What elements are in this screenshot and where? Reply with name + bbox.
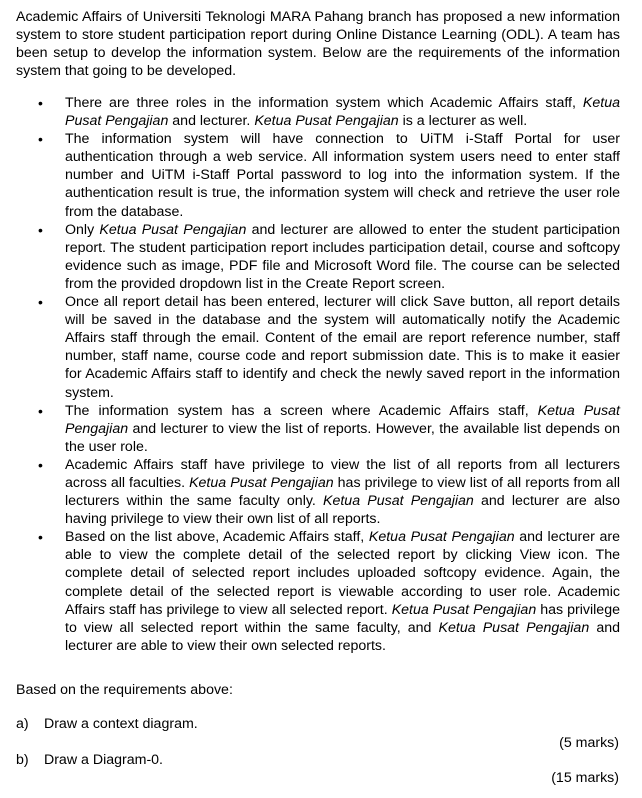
bullet-icon: • xyxy=(38,402,43,419)
requirement-item-6 xyxy=(0,456,620,528)
question-label: b) xyxy=(16,752,29,768)
bullet-icon: • xyxy=(38,529,43,546)
question-text: Draw a Diagram-0. xyxy=(43,752,164,768)
bullet-icon: • xyxy=(38,131,43,148)
question-label: a) xyxy=(16,716,29,732)
requirement-text: has privilege to view list of all reports from all lecturers within the same faculty only. xyxy=(65,474,620,510)
requirement-item-1 xyxy=(0,94,620,130)
requirement-item-7 xyxy=(0,528,620,655)
requirement-text: There are three roles in the information system which Academic Affairs staff, xyxy=(65,95,583,111)
role-term: Ketua Pusat Pengajian xyxy=(323,493,474,510)
role-term: Ketua Pusat Pengajian xyxy=(391,601,537,618)
role-term: Ketua Pusat Pengajian xyxy=(65,95,620,130)
role-term: Ketua Pusat Pengajian xyxy=(65,402,620,437)
requirement-item-4 xyxy=(0,293,620,402)
closing-line: Based on the requirements above: xyxy=(16,682,233,698)
requirement-text: is a lecturer as well. xyxy=(398,113,528,130)
bullet-icon: • xyxy=(38,95,43,111)
role-term: Ketua Pusat Pengajian xyxy=(254,113,399,130)
requirement-item-5 xyxy=(0,402,620,456)
marks-a: (5 marks) xyxy=(559,735,619,751)
question-text: Draw a context diagram. xyxy=(43,716,198,732)
requirement-text: Based on the list above, Academic Affairs staff, xyxy=(65,529,369,546)
bullet-icon: • xyxy=(38,221,43,238)
bullet-icon: • xyxy=(38,456,43,473)
requirement-text: and lecturer are able to view their own selected reports. xyxy=(65,619,620,654)
requirement-text: has privilege to view all selected report within the same faculty, and xyxy=(65,601,620,636)
requirement-text: The information system has a screen where Academic Affairs staff, xyxy=(65,402,538,419)
role-term: Ketua Pusat Pengajian xyxy=(99,221,247,238)
requirement-text: Academic Affairs staff have privilege to view the list of all reports from all lecturers across all faculties. xyxy=(65,456,620,491)
requirement-text: and lecturer to view the list of reports. However, the available list depends on the user role. xyxy=(65,420,620,455)
requirement-text: Only xyxy=(65,221,100,238)
requirements-list xyxy=(0,94,620,655)
requirement-text: The information system will have connection to UiTM i-Staff Portal for user authentication through a web service. All information system users need to enter staff number and UiTM i-Staff Portal password to log into the information system. If the authentication result is true, the information system will check and retrieve the user role from the database. xyxy=(65,131,620,220)
requirement-text: Once all report detail has been entered, lecturer will click Save button, all report details will be saved in the database and the system will automatically notify the Academic Affairs staff through the email. Content of the email are report reference number, staff number, staff name, course code and report submission date. This is to make it easier for Academic Affairs staff to identify and check the newly saved report in the information system. xyxy=(65,294,620,401)
requirement-item-3 xyxy=(0,221,620,293)
role-term: Ketua Pusat Pengajian xyxy=(368,529,515,546)
requirement-item-2 xyxy=(0,130,620,220)
bullet-icon: • xyxy=(38,294,43,311)
marks-b: (15 marks) xyxy=(551,770,619,786)
requirement-text: and lecturer are also having privilege to view their own list of all reports. xyxy=(65,493,620,528)
role-term: Ketua Pusat Pengajian xyxy=(438,619,590,636)
requirement-text: and lecturer. xyxy=(168,113,255,130)
question-b xyxy=(16,751,163,769)
question-a xyxy=(16,715,198,733)
requirement-text: and lecturer are able to view the complete detail of the selected report by clicking View icon. The complete detail of selected report includes uploaded softcopy evidence. Again, the complete detail of the selected report is viewable according to user role. Academic Affairs staff has privilege to view all selected report. xyxy=(65,529,621,618)
requirement-text: and lecturer are allowed to enter the student participation report. The student participation report includes participation detail, course and softcopy evidence such as image, PDF file and Microsoft Word file. The course can be selected from the provided dropdown list in the Create Report screen. xyxy=(65,221,620,292)
role-term: Ketua Pusat Pengajian xyxy=(189,474,334,491)
intro-paragraph: Academic Affairs of Universiti Teknologi MARA Pahang branch has proposed a new information system to store student participation report during Online Distance Learning (ODL). A team has been setup to develop the information system. Below are the requirements of the information system that going to be developed. xyxy=(16,9,620,80)
